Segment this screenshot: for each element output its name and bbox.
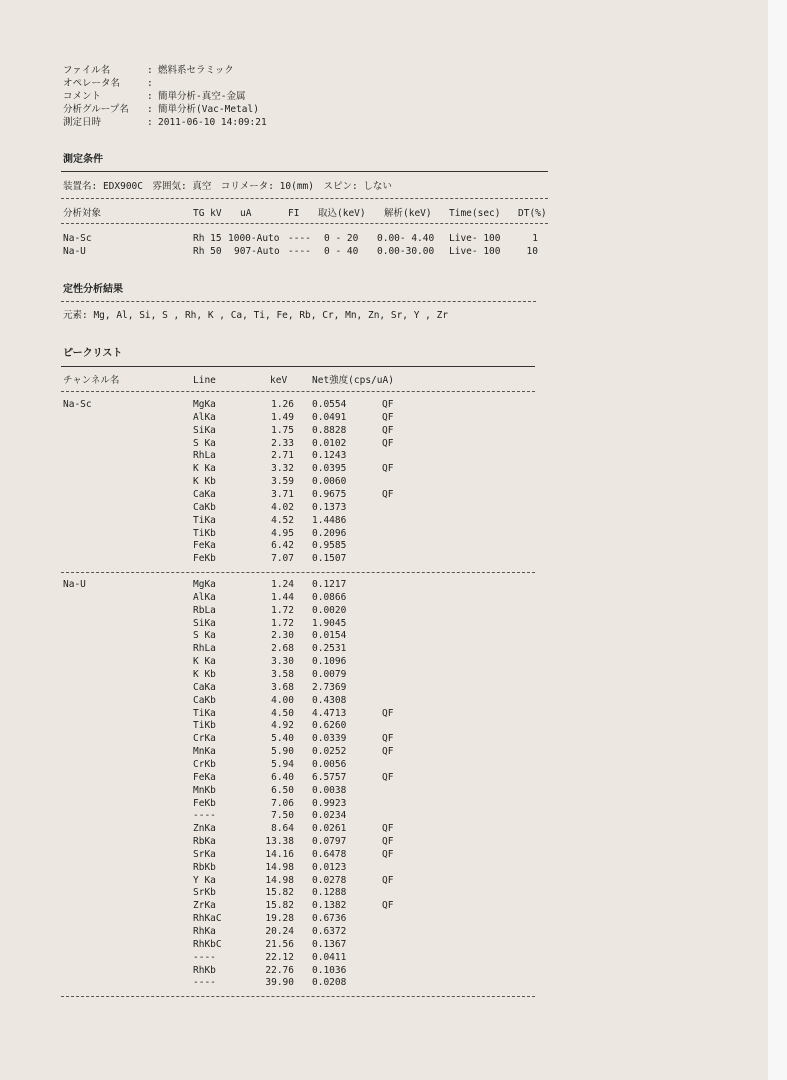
peak-net-intensity: 0.1288: [312, 887, 347, 899]
peak-net-intensity: 0.0278: [312, 874, 347, 886]
peak-flag: QF: [382, 411, 394, 423]
peak-line: MgKa: [193, 399, 216, 410]
peak-kev: 3.30: [271, 656, 294, 668]
peak-kev: 39.90: [265, 977, 294, 989]
peak-net-intensity: 0.0252: [312, 746, 347, 757]
peak-kev: 2.68: [271, 643, 294, 655]
divider: [61, 366, 535, 367]
date-sep: :: [147, 117, 153, 128]
peak-kev: 3.58: [271, 669, 294, 680]
peak-net-intensity: 0.1217: [312, 579, 347, 590]
peak-kev: 22.76: [265, 964, 294, 976]
cond-ua: 907-Auto: [234, 246, 280, 257]
peak-kev: 4.00: [271, 694, 294, 706]
peak-line: RbKb: [193, 861, 216, 873]
conditions-title: 測定条件: [63, 154, 103, 165]
peak-net-intensity: 0.0554: [312, 399, 347, 410]
cond-tg-kv: Rh 50: [193, 246, 222, 257]
divider: [61, 572, 535, 573]
qualitative-title: 定性分析結果: [63, 284, 123, 295]
peak-line: S Ka: [193, 630, 216, 642]
peak-net-intensity: 0.0234: [312, 810, 347, 822]
peak-line: RbLa: [193, 604, 216, 616]
date-label: 測定日時: [63, 117, 102, 128]
comment-sep: :: [147, 91, 153, 102]
cond-acquire: 0 - 40: [324, 246, 359, 257]
file-sep: :: [147, 65, 153, 76]
peak-kev: 7.07: [271, 553, 294, 565]
cond-target: Na-U: [63, 246, 86, 257]
peak-flag: QF: [382, 437, 394, 449]
peak-kev: 15.82: [265, 887, 294, 899]
peak-net-intensity: 0.1507: [312, 553, 347, 565]
cond-analysis: 0.00- 4.40: [377, 233, 435, 244]
col-fi: FI: [288, 208, 300, 219]
peak-kev: 2.30: [271, 630, 294, 642]
peak-kev: 1.24: [271, 579, 294, 590]
peak-line: CrKb: [193, 758, 216, 770]
col-net-intensity: Net強度(cps/uA): [312, 375, 394, 386]
group-value: 簡単分析(Vac-Metal): [158, 104, 259, 115]
peak-line: TiKa: [193, 514, 216, 526]
peak-net-intensity: 0.1373: [312, 501, 347, 513]
peak-line: TiKb: [193, 527, 216, 539]
channel-name: Na-Sc: [63, 399, 92, 410]
col-tg-kv: TG kV: [193, 208, 222, 219]
peak-line: K Kb: [193, 669, 216, 680]
peak-flag: QF: [382, 488, 394, 500]
peak-line: MnKb: [193, 784, 216, 796]
peak-line: AlKa: [193, 411, 216, 423]
date-value: 2011-06-10 14:09:21: [158, 117, 267, 128]
col-channel: チャンネル名: [63, 375, 120, 386]
peak-kev: 4.02: [271, 501, 294, 513]
peak-kev: 14.16: [265, 848, 294, 860]
peak-net-intensity: 0.9585: [312, 540, 347, 552]
peak-kev: 5.90: [271, 746, 294, 757]
peak-net-intensity: 0.0208: [312, 977, 347, 989]
peak-net-intensity: 0.0261: [312, 823, 347, 835]
operator-label: オペレータ名: [63, 78, 121, 89]
peak-net-intensity: 0.9923: [312, 797, 347, 809]
peak-kev: 3.32: [271, 463, 294, 475]
elements-list: 元素: Mg, Al, Si, S , Rh, K , Ca, Ti, Fe, Rb, Cr, Mn, Zn, Sr, Y , Zr: [63, 310, 449, 321]
peak-kev: 1.26: [271, 399, 294, 410]
peak-line: RhKb: [193, 964, 216, 976]
cond-dt: 10: [526, 246, 538, 257]
peak-kev: 14.98: [265, 874, 294, 886]
peak-flag: QF: [382, 399, 394, 410]
col-ua: uA: [240, 208, 252, 219]
group-sep: :: [147, 104, 153, 115]
peak-net-intensity: 0.6736: [312, 913, 347, 925]
peak-line: SrKa: [193, 848, 216, 860]
peak-net-intensity: 0.8828: [312, 424, 347, 436]
peak-net-intensity: 0.0060: [312, 476, 347, 488]
peak-line: CaKa: [193, 681, 216, 693]
peak-kev: 8.64: [271, 823, 294, 835]
peak-kev: 2.71: [271, 450, 294, 462]
peak-net-intensity: 0.0079: [312, 669, 347, 680]
peak-net-intensity: 0.0491: [312, 411, 347, 423]
peak-flag: QF: [382, 848, 394, 860]
peak-kev: 5.94: [271, 758, 294, 770]
cond-acquire: 0 - 20: [324, 233, 359, 244]
comment-value: 簡単分析-真空-金属: [158, 91, 246, 102]
cond-target: Na-Sc: [63, 233, 92, 244]
col-kev: keV: [270, 375, 288, 386]
peak-line: FeKa: [193, 771, 216, 783]
peak-net-intensity: 0.0797: [312, 836, 347, 847]
peak-line: MgKa: [193, 579, 216, 590]
peak-line: MnKa: [193, 746, 216, 757]
peak-flag: QF: [382, 463, 394, 475]
peak-net-intensity: 0.1382: [312, 900, 347, 912]
peak-line: SiKa: [193, 617, 216, 629]
peak-net-intensity: 0.2096: [312, 527, 347, 539]
peak-kev: 6.42: [271, 540, 294, 552]
peak-line: RhLa: [193, 643, 216, 655]
peak-kev: 15.82: [265, 900, 294, 912]
peak-line: FeKb: [193, 553, 216, 565]
peak-net-intensity: 0.1243: [312, 450, 347, 462]
divider: [61, 301, 536, 302]
peak-kev: 1.72: [271, 604, 294, 616]
peak-line: ----: [193, 951, 216, 963]
peak-net-intensity: 0.0154: [312, 630, 347, 642]
peak-line: K Kb: [193, 476, 216, 488]
peak-kev: 5.40: [271, 733, 294, 745]
peak-line: TiKa: [193, 707, 216, 719]
peak-kev: 6.50: [271, 784, 294, 796]
peak-net-intensity: 0.0102: [312, 437, 347, 449]
peak-line: AlKa: [193, 591, 216, 603]
peak-net-intensity: 0.1367: [312, 938, 347, 950]
peak-line: ----: [193, 977, 216, 989]
peak-flag: QF: [382, 707, 394, 719]
col-analysis: 解析(keV): [384, 208, 432, 219]
peak-line: RhLa: [193, 450, 216, 462]
peak-line: Y Ka: [193, 874, 216, 886]
peak-kev: 7.50: [271, 810, 294, 822]
divider: [61, 198, 548, 199]
peak-line: ----: [193, 810, 216, 822]
peak-kev: 3.68: [271, 681, 294, 693]
peak-line: CaKb: [193, 694, 216, 706]
cond-fi: ----: [288, 233, 311, 244]
peak-net-intensity: 0.4308: [312, 694, 347, 706]
peak-flag: QF: [382, 733, 394, 745]
peak-kev: 1.44: [271, 591, 294, 603]
peak-line: SrKb: [193, 887, 216, 899]
peak-line: RhKa: [193, 926, 216, 937]
peak-flag: QF: [382, 900, 394, 912]
peaks-title: ピークリスト: [63, 348, 123, 359]
file-value: 燃料系セラミック: [158, 65, 234, 76]
peak-net-intensity: 0.0339: [312, 733, 347, 745]
peak-net-intensity: 0.2531: [312, 643, 347, 655]
peak-kev: 21.56: [265, 938, 294, 950]
peak-flag: QF: [382, 823, 394, 835]
peak-kev: 13.38: [265, 836, 294, 847]
peak-net-intensity: 0.6260: [312, 720, 347, 732]
peak-net-intensity: 0.1096: [312, 656, 347, 668]
peak-line: ZrKa: [193, 900, 216, 912]
peak-kev: 1.49: [271, 411, 294, 423]
peak-net-intensity: 0.1036: [312, 964, 347, 976]
cond-fi: ----: [288, 246, 311, 257]
peak-line: K Ka: [193, 656, 216, 668]
peak-net-intensity: 0.0020: [312, 604, 347, 616]
peak-kev: 6.40: [271, 771, 294, 783]
peak-flag: QF: [382, 424, 394, 436]
peak-line: ZnKa: [193, 823, 216, 835]
peak-net-intensity: 1.9045: [312, 617, 347, 629]
group-label: 分析グループ名: [63, 104, 129, 115]
cond-tg-kv: Rh 15: [193, 233, 222, 244]
peak-line: CrKa: [193, 733, 216, 745]
peak-line: TiKb: [193, 720, 216, 732]
peak-kev: 2.33: [271, 437, 294, 449]
file-label: ファイル名: [63, 65, 111, 76]
peak-line: K Ka: [193, 463, 216, 475]
peak-flag: QF: [382, 746, 394, 757]
peak-line: S Ka: [193, 437, 216, 449]
cond-analysis: 0.00-30.00: [377, 246, 435, 257]
peak-line: CaKa: [193, 488, 216, 500]
peak-kev: 22.12: [265, 951, 294, 963]
peak-kev: 4.50: [271, 707, 294, 719]
peak-net-intensity: 0.0866: [312, 591, 347, 603]
col-acquire: 取込(keV): [318, 208, 366, 219]
peak-net-intensity: 0.0411: [312, 951, 347, 963]
peak-kev: 1.75: [271, 424, 294, 436]
peak-net-intensity: 0.0038: [312, 784, 347, 796]
peak-net-intensity: 0.0395: [312, 463, 347, 475]
cond-time: Live- 100: [449, 233, 501, 244]
col-target: 分析対象: [63, 208, 102, 219]
channel-name: Na-U: [63, 579, 86, 590]
peak-line: RhKbC: [193, 938, 222, 950]
operator-sep: :: [147, 78, 153, 89]
peak-net-intensity: 0.6478: [312, 848, 347, 860]
peak-kev: 3.59: [271, 476, 294, 488]
peak-kev: 20.24: [265, 926, 294, 937]
peak-kev: 4.92: [271, 720, 294, 732]
peak-net-intensity: 0.6372: [312, 926, 347, 937]
peak-line: FeKa: [193, 540, 216, 552]
divider: [61, 171, 548, 172]
col-time: Time(sec): [449, 208, 501, 219]
peak-kev: 14.98: [265, 861, 294, 873]
peak-kev: 4.95: [271, 527, 294, 539]
col-dt: DT(%): [518, 208, 547, 219]
peak-net-intensity: 0.0123: [312, 861, 347, 873]
peak-net-intensity: 0.9675: [312, 488, 347, 500]
divider: [61, 391, 535, 392]
cond-dt: 1: [532, 233, 538, 244]
divider: [61, 223, 548, 224]
cond-ua: 1000-Auto: [228, 233, 280, 244]
peak-net-intensity: 0.0056: [312, 758, 347, 770]
paper-edge: [768, 0, 787, 1080]
peak-kev: 19.28: [265, 913, 294, 925]
peak-flag: QF: [382, 836, 394, 847]
peak-flag: QF: [382, 771, 394, 783]
divider: [61, 996, 535, 997]
peak-line: CaKb: [193, 501, 216, 513]
peak-kev: 1.72: [271, 617, 294, 629]
peak-flag: QF: [382, 874, 394, 886]
device-line: 装置名: EDX900C 雰囲気: 真空 コリメータ: 10(mm) スピン: しない: [63, 181, 392, 192]
col-line: Line: [193, 375, 216, 386]
peak-kev: 7.06: [271, 797, 294, 809]
peak-line: RhKaC: [193, 913, 222, 925]
cond-time: Live- 100: [449, 246, 501, 257]
peak-kev: 3.71: [271, 488, 294, 500]
peak-net-intensity: 2.7369: [312, 681, 347, 693]
peak-line: FeKb: [193, 797, 216, 809]
peak-net-intensity: 4.4713: [312, 707, 347, 719]
peak-kev: 4.52: [271, 514, 294, 526]
comment-label: コメント: [63, 91, 102, 102]
peak-line: SiKa: [193, 424, 216, 436]
peak-net-intensity: 1.4486: [312, 514, 347, 526]
peak-net-intensity: 6.5757: [312, 771, 347, 783]
peak-line: RbKa: [193, 836, 216, 847]
